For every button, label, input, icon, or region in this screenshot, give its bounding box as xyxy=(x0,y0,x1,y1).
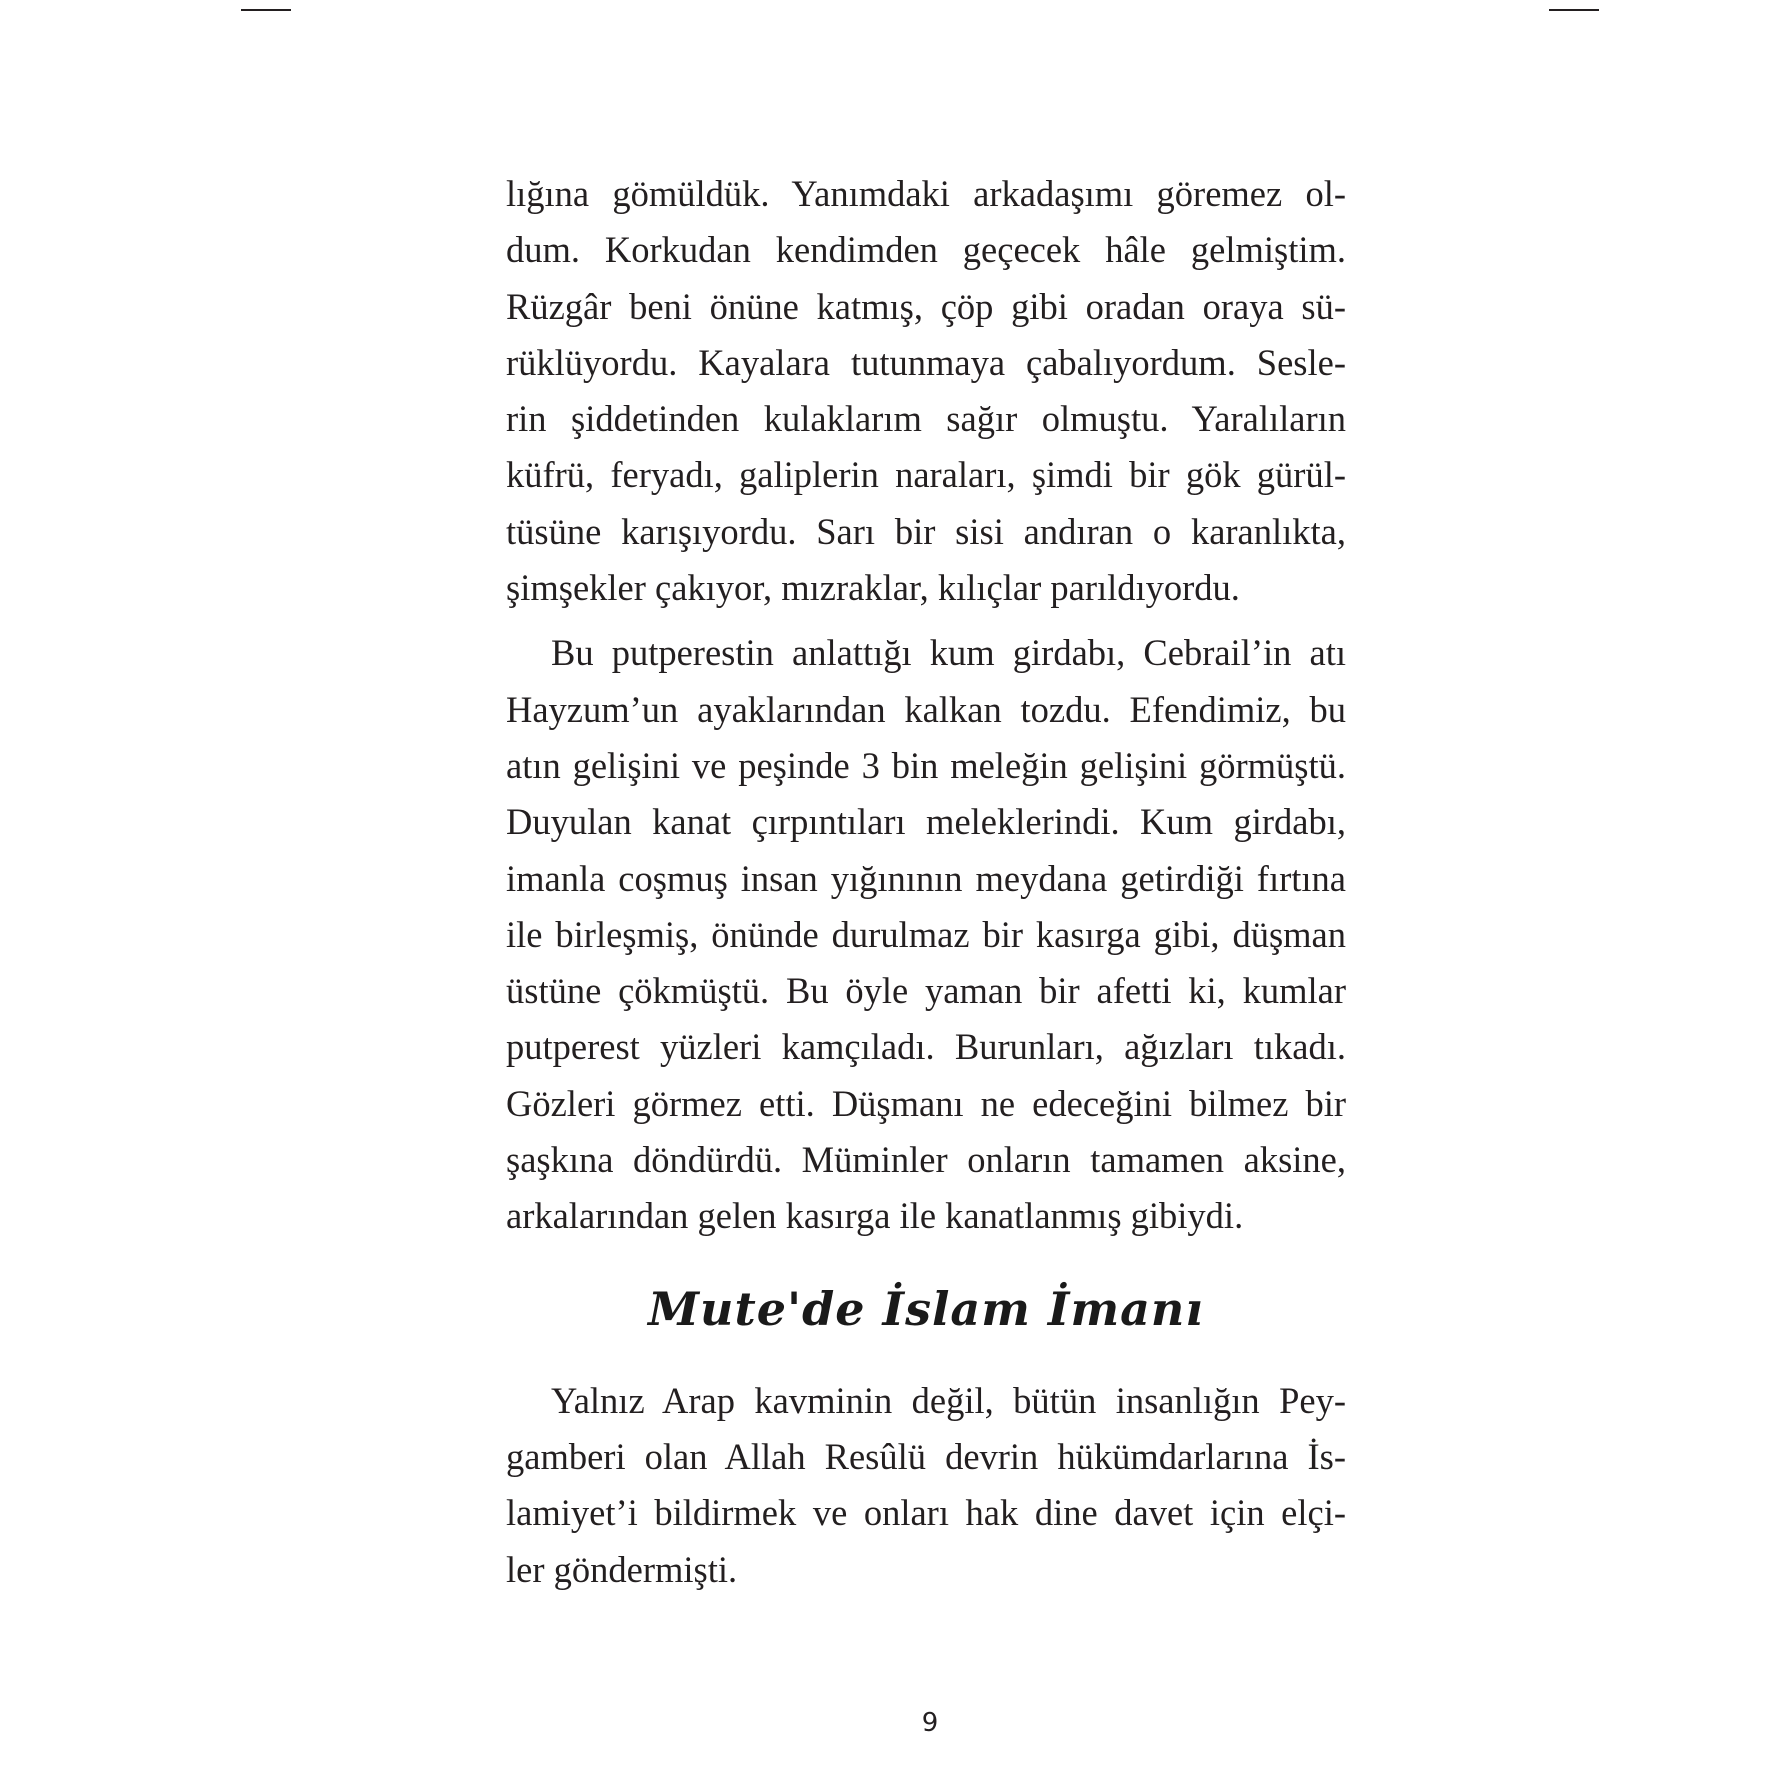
text-line: üstüne çökmüştü. Bu öyle yaman bir afetti ki, kumlar xyxy=(506,970,1346,1012)
text-line: imanla coşmuş insan yığınının meydana getirdiği fırtına xyxy=(506,857,1346,899)
text-line: şimşekler çakıyor, mızraklar, kılıçlar parıldıyordu. xyxy=(506,567,1240,609)
text-line: arkalarından gelen kasırga ile kanatlanmış gibiydi. xyxy=(506,1195,1244,1237)
text-line: ile birleşmiş, önünde durulmaz bir kasırga gibi, düşman xyxy=(506,913,1346,955)
text-line: atın gelişini ve peşinde 3 bin meleğin gelişini görmüştü. xyxy=(506,744,1346,786)
paragraph-1 xyxy=(506,166,1346,616)
page-number: 9 xyxy=(921,1708,939,1738)
text-line: şaşkına döndürdü. Müminler onların tamamen aksine, xyxy=(506,1139,1346,1181)
text-line: lığına gömüldük. Yanımdaki arkadaşımı göremez ol- xyxy=(506,173,1346,214)
text-line: lamiyet’i bildirmek ve onları hak dine davet için elçi- xyxy=(506,1492,1346,1534)
text-line: Hayzum’un ayaklarından kalkan tozdu. Efendimiz, bu xyxy=(506,688,1346,730)
text-line: Yalnız Arap kavminin değil, bütün insanlığın Pey- xyxy=(551,1379,1346,1421)
paragraph-2 xyxy=(506,625,1346,1244)
text-line: putperest yüzleri kamçıladı. Burunları, ağızları tıkadı. xyxy=(506,1026,1346,1068)
text-line: rin şiddetinden kulaklarım sağır olmuştu. Yaralıların xyxy=(506,398,1346,440)
text-line: Gözleri görmez etti. Düşmanı ne edeceğini bilmez bir xyxy=(506,1082,1346,1124)
section-heading: Mute'de İslam İmanı xyxy=(648,1281,1204,1336)
text-line: gamberi olan Allah Resûlü devrin hükümdarlarına İs- xyxy=(506,1435,1346,1477)
text-line: ler göndermişti. xyxy=(506,1548,738,1590)
crop-mark-right xyxy=(1549,9,1599,11)
page-body xyxy=(506,166,1346,1598)
text-line: Rüzgâr beni önüne katmış, çöp gibi oradan oraya sü- xyxy=(506,285,1346,327)
text-line: dum. Korkudan kendimden geçecek hâle gelmiştim. xyxy=(506,229,1346,271)
text-line: tüsüne karışıyordu. Sarı bir sisi andıran o karanlıkta, xyxy=(506,510,1346,552)
text-line: Duyulan kanat çırpıntıları meleklerindi. Kum girdabı, xyxy=(506,801,1346,843)
text-line: Bu putperestin anlattığı kum girdabı, Cebrail’in atı xyxy=(551,632,1346,674)
paragraph-3 xyxy=(506,1373,1346,1598)
text-line: rüklüyordu. Kayalara tutunmaya çabalıyordum. Sesle- xyxy=(506,341,1346,383)
text-line: küfrü, feryadı, galiplerin naraları, şimdi bir gök gürül- xyxy=(506,454,1346,496)
crop-mark-left xyxy=(241,9,291,11)
